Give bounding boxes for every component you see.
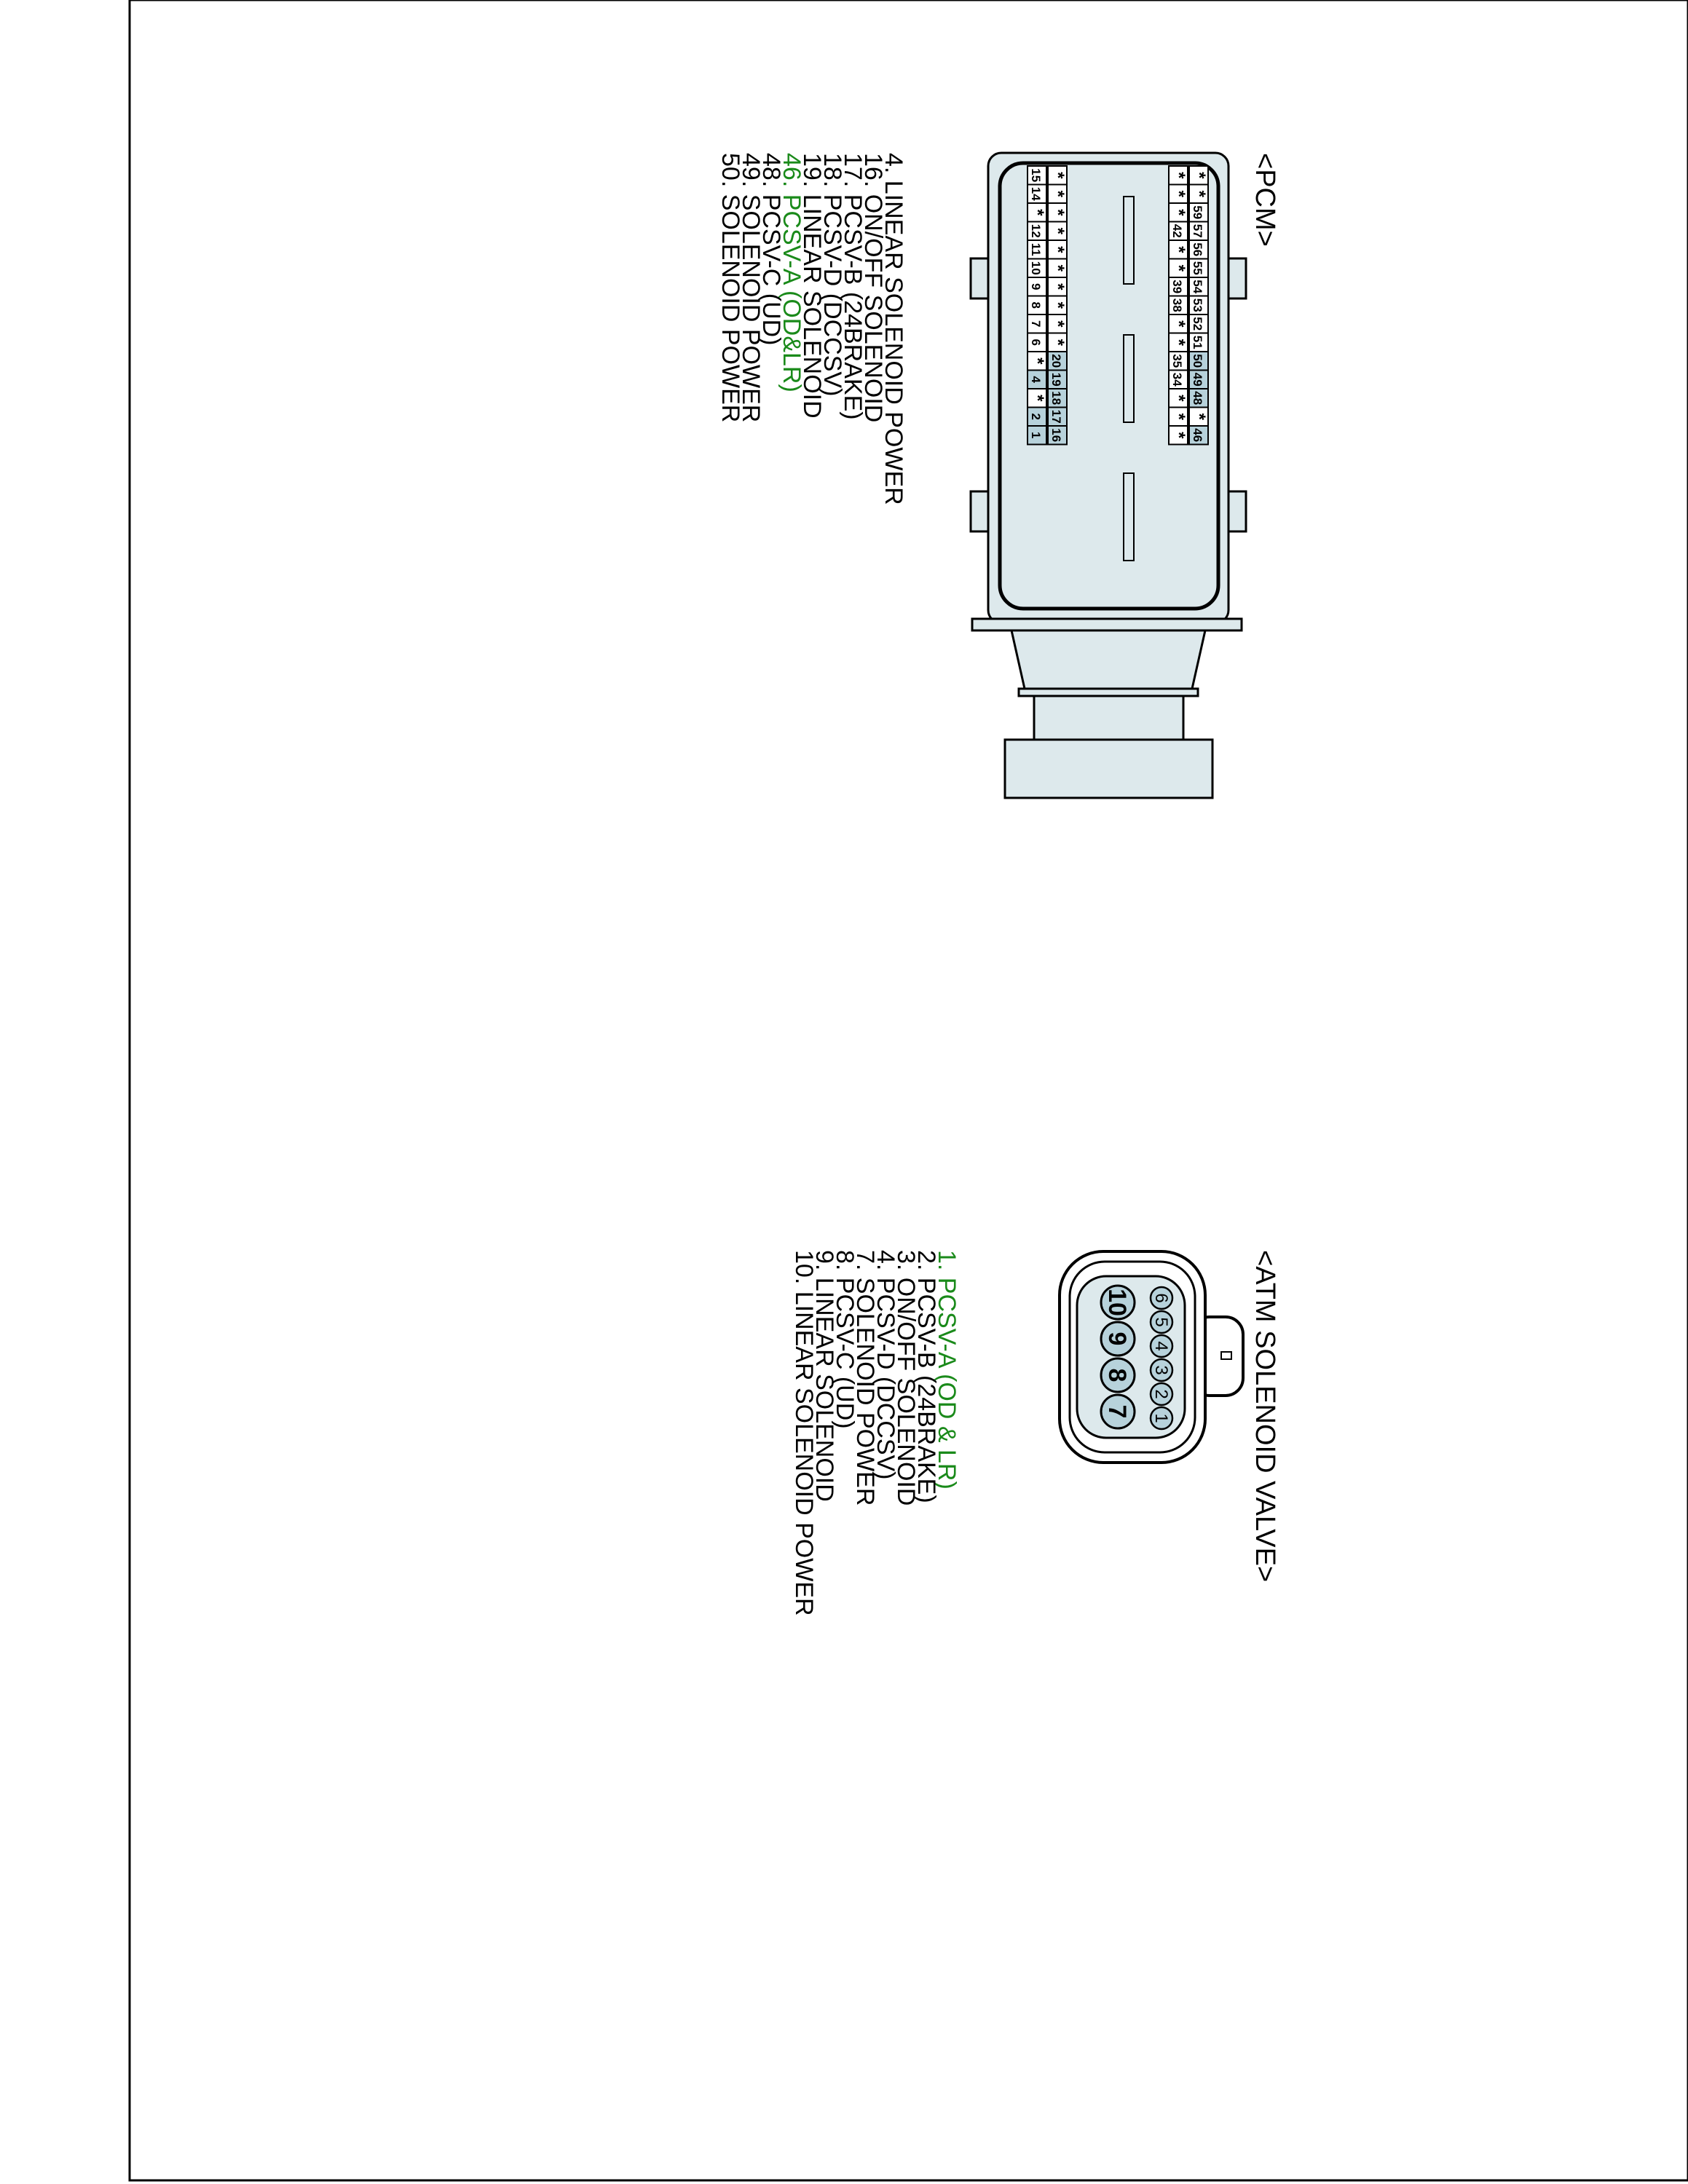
atm-pin-list-item: 2. PCSV-B (24BRAKE): [912, 1250, 940, 1503]
pcm-pin-label: 11: [1029, 242, 1043, 256]
atm-pin-list-item: 4. PCSV-D (DCCSV): [872, 1250, 899, 1480]
pcm-pin-label: 10: [1029, 261, 1043, 275]
page-frame: [130, 0, 1688, 2180]
pcm-pin-label: *: [1048, 209, 1068, 216]
pcm-pin-label: 54: [1191, 280, 1204, 294]
pcm-pin-list-item: 46. PCSV-A (OD&LR): [778, 153, 805, 392]
atm-pin-label: 10: [1103, 1289, 1131, 1316]
pcm-pin-list-item: 19. LINEAR SOLENOID: [798, 153, 826, 419]
pcm-pin-list-item: 17. PCSV-B (24BRAKE): [839, 153, 867, 420]
atm-pin-label: 8: [1103, 1368, 1131, 1382]
pcm-pin-label: 59: [1191, 205, 1204, 220]
pcm-pin-label: *: [1048, 190, 1068, 197]
pcm-pin-label: 42: [1170, 223, 1184, 238]
pcm-pin-label: 18: [1049, 391, 1063, 405]
atm-title: <ATM SOLENOID VALVE>: [1250, 1250, 1280, 1583]
pcm-pin-label: *: [1169, 190, 1188, 197]
pcm-pin-label: *: [1028, 395, 1047, 402]
pcm-pin-label: *: [1189, 190, 1209, 197]
pcm-pin-label: *: [1169, 246, 1188, 253]
pcm-pin-label: 55: [1191, 261, 1204, 275]
pcm-pin-label: 14: [1029, 186, 1043, 201]
atm-pin-label: 2: [1151, 1389, 1171, 1399]
pcm-pin-label: *: [1048, 301, 1068, 309]
pcm-pin-label: *: [1048, 227, 1068, 234]
pcm-pin-label: 1: [1029, 432, 1043, 439]
pcm-pin-label: *: [1169, 339, 1188, 346]
pcm-pin-list-item: 50. SOLENOID POWER: [717, 153, 744, 423]
atm-pin-list-item: 3. ON/OFF SOLENOID: [892, 1250, 920, 1506]
pcm-pin-label: *: [1169, 264, 1188, 272]
pcm-pin-label: 49: [1191, 372, 1204, 387]
pcm-pin-label: 15: [1029, 168, 1043, 183]
atm-pin-list-item: 9. LINEAR SOLENOID: [811, 1250, 838, 1502]
atm-pin-list-item: 8. PCSV-C (UD): [831, 1250, 859, 1429]
atm-pin-label: 7: [1103, 1404, 1131, 1419]
pcm-pin-list-item: 18. PCSV-D (DCCSV): [819, 153, 846, 397]
atm-pin-list-item: 1. PCSV-A (OD & LR): [933, 1250, 961, 1489]
pcm-pin-label: *: [1189, 413, 1209, 420]
atm-pin-label: 1: [1151, 1413, 1171, 1423]
pcm-pin-label: 57: [1191, 223, 1204, 238]
pcm-pin-label: *: [1169, 432, 1188, 439]
pcm-pin-label: 2: [1029, 413, 1043, 420]
pcm-pin-label: *: [1169, 209, 1188, 216]
pcm-title: <PCM>: [1250, 153, 1280, 247]
pcm-pin-label: 12: [1029, 223, 1043, 238]
pcm-pin-label: *: [1048, 264, 1068, 272]
pcm-pin-label: 9: [1029, 283, 1043, 290]
pcm-pin-label: 8: [1029, 301, 1043, 309]
pcm-pin-label: *: [1028, 357, 1047, 365]
pcm-pin-label: 51: [1191, 335, 1204, 349]
pcm-pin-label: *: [1048, 320, 1068, 328]
pcm-pin-label: 52: [1191, 317, 1204, 331]
pcm-pin-label: *: [1028, 209, 1047, 216]
atm-pin-list-item: 10. LINEAR SOLENOID POWER: [790, 1250, 818, 1616]
pcm-pin-label: *: [1048, 172, 1068, 179]
atm-pin-label: 5: [1151, 1317, 1171, 1327]
pcm-pin-label: 50: [1191, 354, 1204, 368]
pcm-pin-label: *: [1169, 395, 1188, 402]
pcm-pin-label: *: [1189, 172, 1209, 179]
pcm-pin-label: 7: [1029, 320, 1043, 328]
atm-pin-list-item: 7. SOLENOID POWER: [851, 1250, 879, 1506]
pcm-pin-label: 46: [1191, 428, 1204, 443]
pcm-pin-label: 53: [1191, 298, 1204, 312]
pcm-pin-label: 34: [1170, 372, 1184, 387]
pcm-pin-label: 38: [1170, 298, 1184, 312]
pcm-pin-list-item: 16. ON/OFF SOLENOID: [859, 153, 887, 423]
pcm-pin-label: *: [1169, 320, 1188, 328]
pcm-pin-label: *: [1048, 339, 1068, 346]
pcm-pin-label: 6: [1029, 339, 1043, 346]
atm-pin-label: 3: [1151, 1365, 1171, 1375]
pcm-pin-label: *: [1169, 172, 1188, 179]
pcm-pin-label: *: [1048, 246, 1068, 253]
pcm-pin-label: 20: [1049, 354, 1063, 368]
atm-pin-label: 4: [1151, 1341, 1171, 1351]
atm-pin-label: 6: [1151, 1293, 1171, 1303]
pcm-pin-label: *: [1048, 283, 1068, 290]
pcm-pin-label: 19: [1049, 372, 1063, 387]
pcm-pin-label: 35: [1170, 354, 1184, 368]
atm-pin-label: 9: [1103, 1332, 1131, 1346]
pcm-pin-label: 17: [1049, 409, 1063, 424]
pcm-pin-list-item: 48. PCSV-C (UD): [757, 153, 785, 346]
pcm-pin-label: *: [1169, 413, 1188, 420]
pcm-pin-list-item: 4. LINEAR SOLENOID POWER: [880, 153, 907, 505]
pcm-pin-list-item: 49. SOLENOID POWER: [737, 153, 765, 423]
pcm-pin-label: 39: [1170, 280, 1184, 294]
pcm-pin-label: 4: [1029, 376, 1043, 383]
pcm-pin-label: 56: [1191, 242, 1204, 257]
pcm-pin-label: 48: [1191, 391, 1204, 405]
pcm-pin-label: 16: [1049, 428, 1063, 443]
